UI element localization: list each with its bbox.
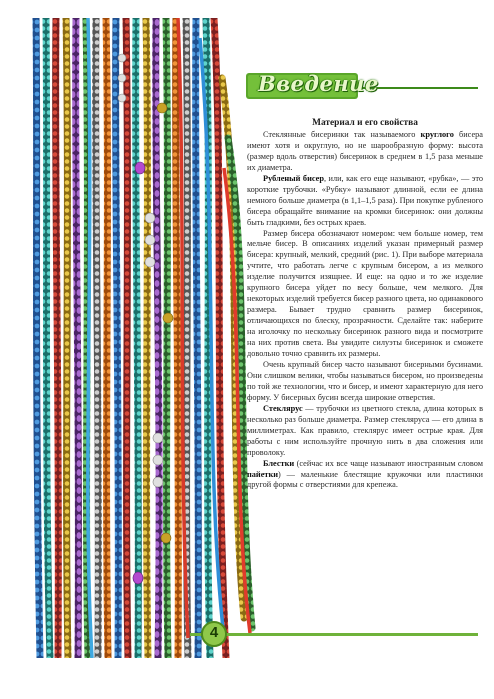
page-number: 4 xyxy=(209,624,219,641)
paragraph-large-beads: Очень крупный бисер часто называют бисерными бусинами. Они слишком велики, чтобы называться бисером, но произведены по той же технологии, что и бисер, и имеют характерную для него форму. У бисерных бусин всегда широкие отверстия. xyxy=(247,359,483,402)
paragraph-sequins: Блестки (сейчас их все чаще называют иностранным словом пайетки) — маленькие блестящие кружочки или пластинки другой формы с отверстиями для крепежа. xyxy=(247,458,483,490)
article-text xyxy=(247,118,483,491)
bead-strands-photo xyxy=(28,18,256,658)
paragraph-round-beads: Стеклянные бисеринки так называемого круглого бисера имеют хотя и округлую, но не шарообразную форму: высота (размер вдоль отверстия) бисеринок в среднем в 1,5 раза меньше их диаметра. xyxy=(247,129,483,172)
page-title: Введение xyxy=(258,71,379,96)
paragraph-bead-size: Размер бисера обозначают номером: чем больше номер, тем мельче бисер. В описаниях изделий указан примерный размер бисера: крупный, мелкий, средний (рис. 1). При выборе материала учтите, что работать легче с крупным бисером, а из мелкого изделие получится изящнее. И еще: на одно и то же изделие крупного бисера уйдет по весу больше, чем мелкого. Для некоторых изделий требуется бисер разного цвета, но одинакового размера. Бывает трудно сравнить размер бисеринок, отличающихся по блеску, прозрачности. Сделайте так: наберите на иголочку по нескольку бисеринок разного вида и посмотрите на них против света. Вы увидите силуэты бисеринок и сможете довольно точно сравнить их размеры. xyxy=(247,228,483,359)
paragraph-bugles: Стеклярус — трубочки из цветного стекла, длина которых в несколько раз больше диаметра. Размер стекляруса — его длина в миллиметрах. Как правило, стеклярус имеет острые края. Для работы с ним используйте прочную нить в два сложения или проволоку. xyxy=(247,403,483,457)
section-heading: Материал и его свойства xyxy=(312,118,418,128)
paragraph-bugle-cut: Рубленый бисер, или, как его еще называют, «рубка», — это короткие трубочки. «Рубку» называют длинной, если ее длина немного больше диаметра (в 1,1–1,5 раза). При покупке рубленого бисера обращайте внимание на кромки бисеринок: они должны быть гладкими, без острых краев. xyxy=(247,173,483,227)
footer-rule xyxy=(190,633,478,636)
